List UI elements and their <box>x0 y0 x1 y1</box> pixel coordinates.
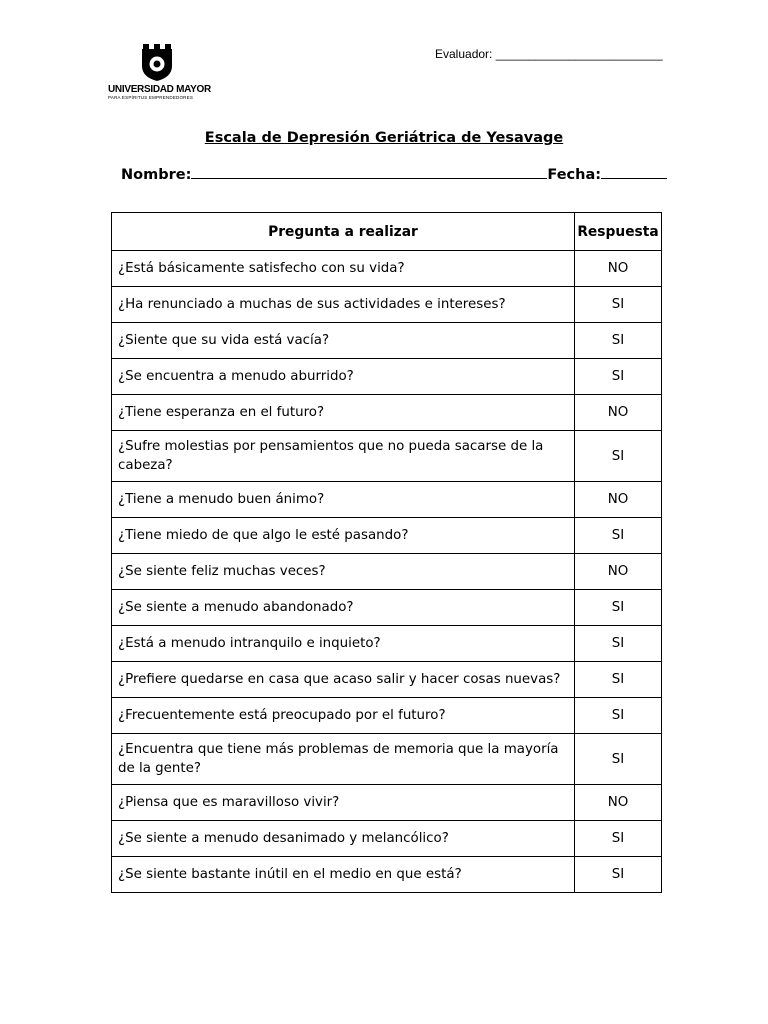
table-row <box>112 431 662 482</box>
column-header-answer: Respuesta <box>575 213 662 251</box>
answer-cell: SI <box>575 287 662 323</box>
table-row <box>112 662 662 698</box>
table-header-row <box>112 213 662 251</box>
answer-cell: SI <box>575 626 662 662</box>
evaluador-field: Evaluador: _________________________ <box>435 47 663 61</box>
answer-cell: SI <box>575 359 662 395</box>
logo-name: UNIVERSIDAD MAYOR <box>108 84 211 95</box>
table-row <box>112 626 662 662</box>
question-cell: ¿Piensa que es maravilloso vivir? <box>112 785 575 821</box>
question-cell: ¿Sufre molestias por pensamientos que no pueda sacarse de la cabeza? <box>112 431 575 482</box>
table-row <box>112 857 662 893</box>
answer-cell: SI <box>575 662 662 698</box>
answer-cell: NO <box>575 395 662 431</box>
answer-cell: NO <box>575 554 662 590</box>
question-cell: ¿Se siente a menudo desanimado y melancólico? <box>112 821 575 857</box>
table-row <box>112 698 662 734</box>
answer-cell: SI <box>575 431 662 482</box>
question-cell: ¿Tiene miedo de que algo le esté pasando? <box>112 518 575 554</box>
question-cell: ¿Se encuentra a menudo aburrido? <box>112 359 575 395</box>
table-row <box>112 359 662 395</box>
question-cell: ¿Ha renunciado a muchas de sus actividades e intereses? <box>112 287 575 323</box>
answer-cell: SI <box>575 323 662 359</box>
table-row <box>112 251 662 287</box>
question-cell: ¿Siente que su vida está vacía? <box>112 323 575 359</box>
table-row <box>112 323 662 359</box>
question-cell: ¿Encuentra que tiene más problemas de memoria que la mayoría de la gente? <box>112 734 575 785</box>
question-cell: ¿Se siente a menudo abandonado? <box>112 590 575 626</box>
table-row <box>112 518 662 554</box>
depression-scale-table <box>111 212 662 893</box>
question-cell: ¿Frecuentemente está preocupado por el futuro? <box>112 698 575 734</box>
question-cell: ¿Está a menudo intranquilo e inquieto? <box>112 626 575 662</box>
shield-icon <box>139 44 175 82</box>
document-title <box>0 130 768 146</box>
university-logo <box>108 44 211 100</box>
table-row <box>112 821 662 857</box>
answer-cell: NO <box>575 251 662 287</box>
fecha-label: Fecha: <box>547 167 602 183</box>
nombre-line[interactable] <box>191 164 547 179</box>
answer-cell: SI <box>575 734 662 785</box>
patient-info-row <box>121 164 667 183</box>
answer-cell: NO <box>575 482 662 518</box>
question-cell: ¿Está básicamente satisfecho con su vida? <box>112 251 575 287</box>
table-row <box>112 287 662 323</box>
table-row <box>112 554 662 590</box>
fecha-line[interactable] <box>601 164 667 179</box>
answer-cell: NO <box>575 785 662 821</box>
nombre-label: Nombre: <box>121 167 192 183</box>
table-row <box>112 395 662 431</box>
question-cell: ¿Tiene esperanza en el futuro? <box>112 395 575 431</box>
answer-cell: SI <box>575 857 662 893</box>
answer-cell: SI <box>575 518 662 554</box>
table-row <box>112 590 662 626</box>
answer-cell: SI <box>575 590 662 626</box>
table-row <box>112 785 662 821</box>
column-header-question: Pregunta a realizar <box>112 213 575 251</box>
answer-cell: SI <box>575 698 662 734</box>
question-cell: ¿Prefiere quedarse en casa que acaso salir y hacer cosas nuevas? <box>112 662 575 698</box>
table-row <box>112 482 662 518</box>
answer-cell: SI <box>575 821 662 857</box>
logo-tagline: PARA ESPÍRITUS EMPRENDEDORES <box>108 95 194 100</box>
question-cell: ¿Tiene a menudo buen ánimo? <box>112 482 575 518</box>
document-title-text: Escala de Depresión Geriátrica de Yesavage <box>204 130 564 146</box>
question-cell: ¿Se siente bastante inútil en el medio en que está? <box>112 857 575 893</box>
table-row <box>112 734 662 785</box>
question-cell: ¿Se siente feliz muchas veces? <box>112 554 575 590</box>
